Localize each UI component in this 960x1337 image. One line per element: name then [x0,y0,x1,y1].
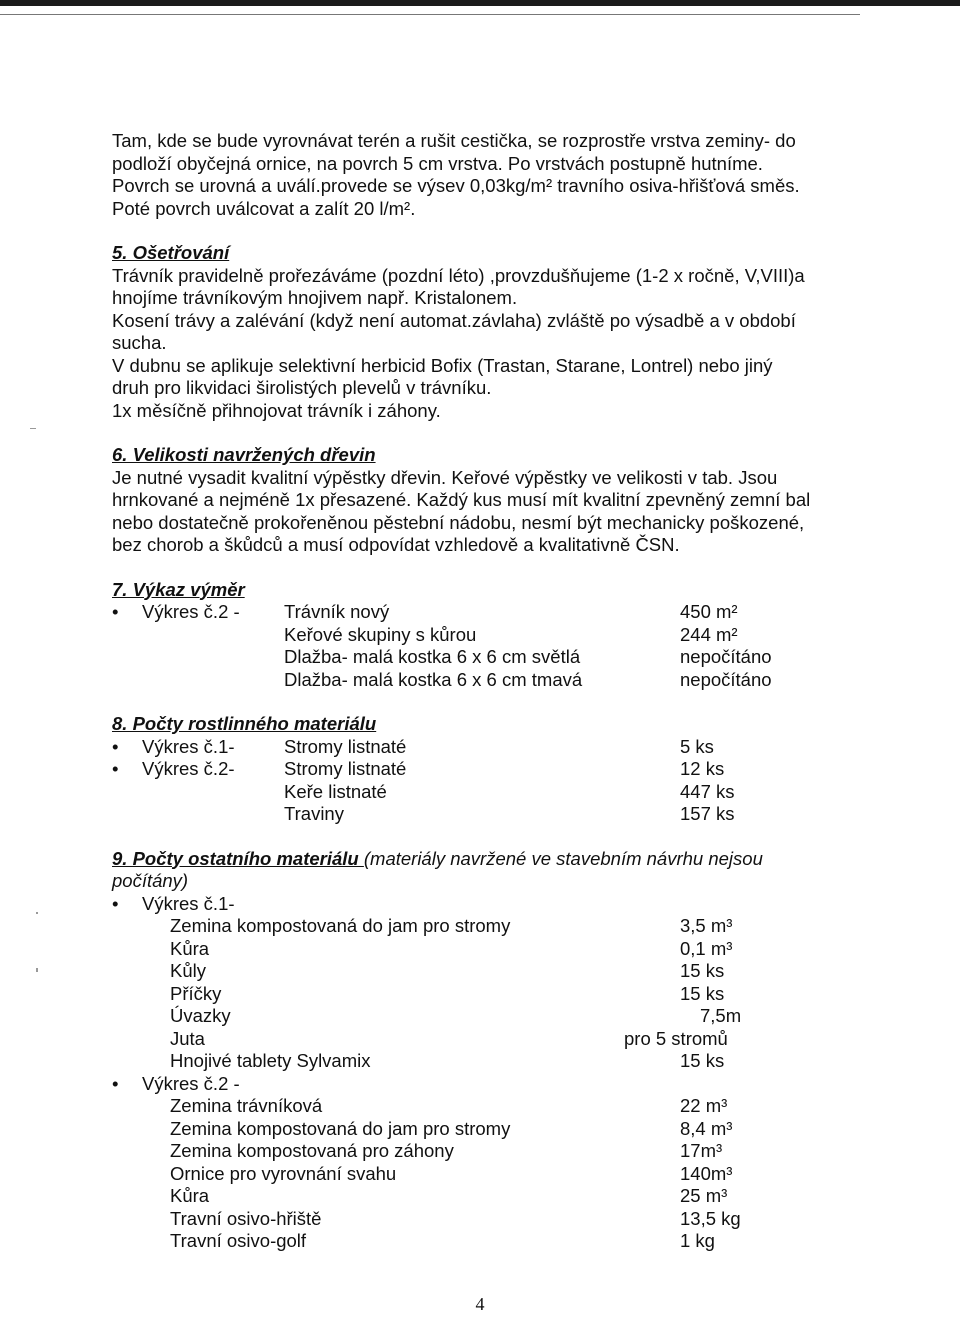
item-name: Hnojivé tablety Sylvamix [170,1050,371,1071]
item-name: Kůra [170,1185,210,1206]
drawing-ref: Výkres č.2- [142,758,235,779]
bullet: • [112,892,119,914]
intro-paragraph [112,130,852,220]
bullet: • [112,1072,119,1094]
item-value: 13,5 kg [680,1207,741,1229]
item-value: pro 5 stromů [624,1027,728,1049]
section-8 [112,713,852,826]
table-row [112,1095,852,1118]
section-heading: 6. Velikosti navržených dřevin [112,444,376,465]
bullet: • [112,758,119,779]
item-name: Dlažba- malá kostka 6 x 6 cm světlá [284,646,581,667]
text-line: hnojíme trávníkovým hnojivem např. Kristalonem. [112,287,518,308]
item-name: Kůra [170,937,210,959]
item-value: 15 ks [680,982,725,1004]
item-value: 244 m² [680,623,738,645]
table-row [112,983,852,1006]
item-value: 450 m² [680,601,738,622]
item-value: 447 ks [680,780,735,802]
item-name: Úvazky [170,1005,231,1026]
drawing-ref: Výkres č.1- [142,892,235,914]
text-line: Tam, kde se bude vyrovnávat terén a rušit cestička, se rozprostře vrstva zeminy- do [112,130,796,151]
table-row [112,1185,852,1208]
table-row [112,736,852,759]
item-name: Příčky [170,982,222,1004]
table-row [112,758,852,781]
item-value: 12 ks [680,758,725,779]
scan-mark [30,428,36,429]
table-row [112,669,852,692]
item-name: Traviny [284,803,344,824]
item-name: Zemina kompostovaná pro záhony [170,1140,454,1161]
section-heading: 7. Výkaz výměr [112,578,245,600]
text-line: sucha. [112,332,167,353]
item-name: Zemina kompostovaná do jam pro stromy [170,915,511,936]
scan-mark [36,968,38,972]
table-row [112,1005,852,1028]
text-line: bez chorob a škůdců a musí odpovídat vzhledově a kvalitativně ČSN. [112,534,680,555]
text-line: druh pro likvidaci širolistých plevelů v trávníku. [112,377,492,398]
table-row [112,1163,852,1186]
item-name: Juta [170,1027,205,1049]
item-name: Stromy listnaté [284,735,407,757]
section-heading: 5. Ošetřování [112,242,230,263]
drawing-ref: Výkres č.2 - [142,1072,240,1094]
table-row [112,646,852,669]
group-header [112,893,852,916]
item-value: 8,4 m³ [680,1117,733,1139]
item-value: 25 m³ [680,1185,728,1206]
item-value: 15 ks [680,960,725,981]
text-line: V dubnu se aplikuje selektivní herbicid Bofix (Trastan, Starane, Lontrel) nebo jiný [112,354,773,376]
table-row [112,1118,852,1141]
item-name: Travní osivo-golf [170,1230,307,1251]
section-note: (materiály navržené ve stavebním návrhu nejsou [363,847,763,869]
item-value: 7,5m [700,1005,742,1026]
item-value: 1 kg [680,1230,715,1251]
bullet: • [112,601,119,622]
text-line: Kosení trávy a zalévání (když není automat.závlaha) zvláště po výsadbě a v období [112,309,796,331]
table-row [112,624,852,647]
text-line: Trávník pravidelně prořezáváme (pozdní léto) ,provzdušňujeme (1-2 x ročně, V,VIII)a [112,264,805,286]
item-name: Ornice pro vyrovnání svahu [170,1162,397,1184]
section-7 [112,579,852,692]
item-name: Trávník nový [284,601,390,622]
item-name: Dlažba- malá kostka 6 x 6 cm tmavá [284,668,583,690]
item-name: Kůly [170,960,206,981]
bullet: • [112,735,119,757]
scan-top-edge [0,0,960,6]
item-value: 0,1 m³ [680,937,733,959]
item-value: 140m³ [680,1162,733,1184]
item-value: 22 m³ [680,1095,728,1116]
section-heading: 9. Počty ostatního materiálu [112,847,364,869]
table-row [112,960,852,983]
section-heading: 8. Počty rostlinného materiálu [112,713,377,734]
table-row [112,1208,852,1231]
group-header [112,1073,852,1096]
table-row [112,1028,852,1051]
item-name: Travní osivo-hřiště [170,1207,322,1229]
document-body [112,130,852,1253]
item-value: 3,5 m³ [680,915,733,936]
table-row [112,601,852,624]
scan-mark [36,912,38,914]
table-row [112,1140,852,1163]
section-5 [112,242,852,422]
drawing-ref: Výkres č.1- [142,735,235,757]
item-name: Stromy listnaté [284,758,407,779]
item-value: 15 ks [680,1050,725,1071]
section-6 [112,444,852,557]
item-name: Zemina trávníková [170,1095,323,1116]
table-row [112,781,852,804]
text-line: hrnkované a nejméně 1x přesazené. Každý kus musí mít kvalitní zpevněný zemní bal [112,489,811,510]
table-row [112,938,852,961]
table-row [112,803,852,826]
section-9 [112,848,852,1253]
item-name: Keře listnaté [284,780,387,802]
item-value: 5 ks [680,735,714,757]
item-name: Keřové skupiny s kůrou [284,623,477,645]
text-line: podloží obyčejná ornice, na povrch 5 cm vrstva. Po vrstvách postupně hutníme. [112,152,763,174]
text-line: 1x měsíčně přihnojovat trávník i záhony. [112,399,441,421]
item-value: 157 ks [680,803,735,824]
scan-line [0,14,860,15]
text-line: Povrch se urovná a uválí.provede se výsev 0,03kg/m² travního osiva-hřišťová směs. [112,175,800,196]
text-line: Je nutné vysadit kvalitní výpěstky dřevin. Keřové výpěstky ve velikosti v tab. Jsou [112,466,778,488]
drawing-ref: Výkres č.2 - [142,601,240,622]
item-value: nepočítáno [680,668,772,690]
table-row [112,1230,852,1253]
table-row [112,915,852,938]
item-value: 17m³ [680,1140,723,1161]
page-number: 4 [475,1294,485,1314]
item-value: nepočítáno [680,646,772,667]
text-line: nebo dostatečně prokořeněnou pěstební nádobu, nesmí být mechanicky poškozené, [112,511,805,533]
section-note: počítány) [112,870,189,891]
table-row [112,1050,852,1073]
text-line: Poté povrch uválcovat a zalít 20 l/m². [112,197,416,219]
item-name: Zemina kompostovaná do jam pro stromy [170,1117,511,1139]
